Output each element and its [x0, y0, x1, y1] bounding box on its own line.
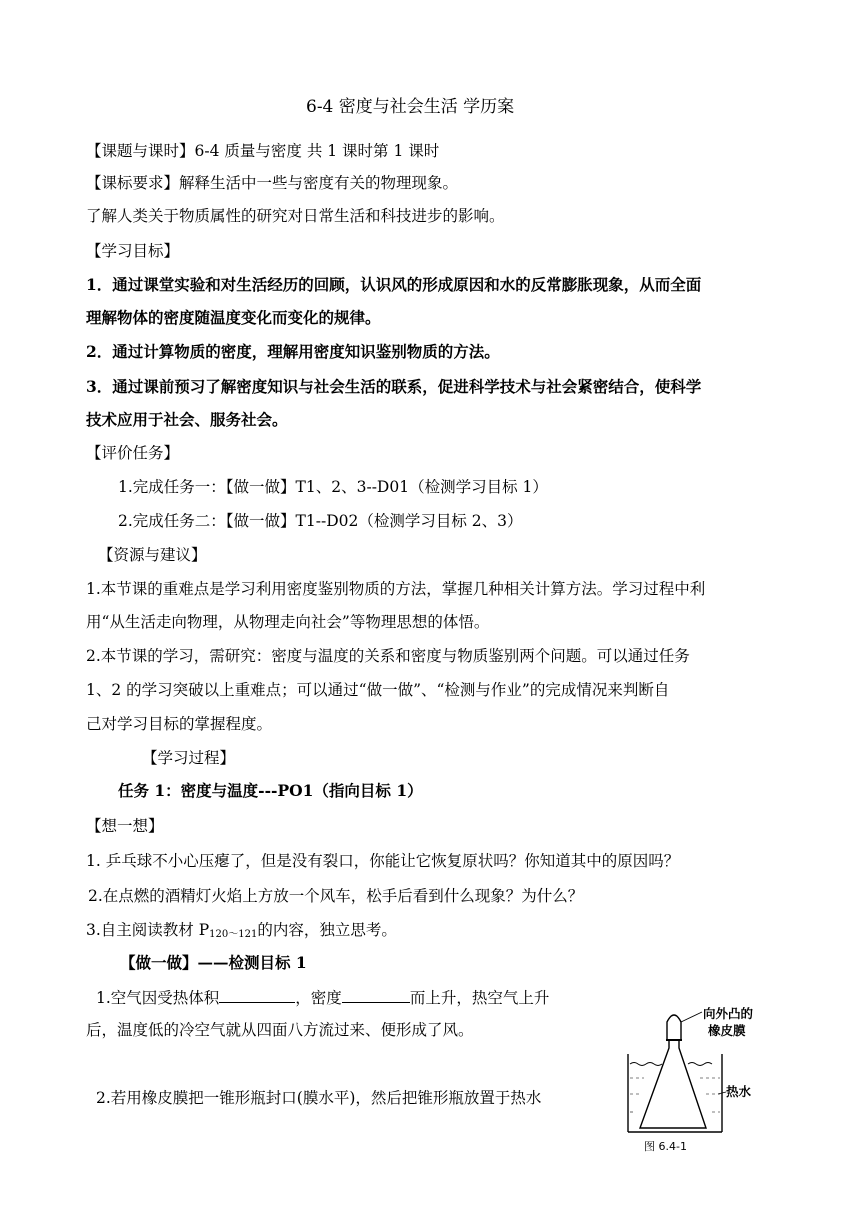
section-heading: 【学习过程】 — [142, 749, 236, 767]
text-line: 2.本节课的学习，需研究：密度与温度的关系和密度与物质鉴别两个问题。可以通过任务 — [86, 647, 690, 665]
text-line: 1.本节课的重难点是学习利用密度鉴别物质的方法，掌握几种相关计算方法。学习过程中利 — [86, 580, 706, 598]
goal-item: 2．通过计算物质的密度，理解用密度知识鉴别物质的方法。 — [86, 342, 500, 361]
membrane-label: 向外凸的 — [703, 1006, 754, 1021]
goal-item: 1．通过课堂实验和对生活经历的回顾，认识风的形成原因和水的反常膨胀现象，从而全面 — [86, 275, 702, 294]
membrane-label: 橡皮膜 — [708, 1023, 746, 1038]
question-item: 1. 乒乓球不小心压瘪了，但是没有裂口，你能让它恢复原状吗？你知道其中的原因吗？ — [86, 852, 680, 870]
page-title: 6-4 密度与社会生活 学历案 — [306, 97, 515, 117]
question-item: 3.自主阅读教材 $P_{120\sim 121}$的内容，独立思考。 — [86, 921, 397, 940]
exercise-heading: 【做一做】——检测目标 1 — [120, 953, 307, 972]
question-item: 2.在点燃的酒精灯火焰上方放一个风车，松手后看到什么现象？为什么？ — [88, 887, 584, 905]
text-line: 了解人类关于物质属性的研究对日常生活和科技进步的影响。 — [86, 207, 505, 225]
text-line: 后，温度低的冷空气就从四面八方流过来、便形成了风。 — [86, 1021, 474, 1039]
course-info: 【课题与课时】6-4 质量与密度 共 1 课时第 1 课时 — [86, 142, 440, 160]
section-heading: 【资源与建议】 — [98, 546, 207, 564]
section-heading: 【想一想】 — [86, 817, 164, 835]
exercise-item: 1.空气因受热体积 ，密度 而上升，热空气上升 — [96, 986, 549, 1009]
task-item: 1.完成任务一：【做一做】T1、2、3--D01（检测学习目标 1） — [118, 478, 548, 496]
water-label: 热水 — [726, 1084, 752, 1099]
answer-blank[interactable] — [342, 986, 410, 1003]
flask — [640, 1038, 706, 1128]
flask-figure — [622, 1002, 792, 1154]
task-heading: 任务 1：密度与温度---PO1（指向目标 1） — [118, 781, 423, 800]
rubber-membrane — [667, 1015, 681, 1040]
water-surface — [688, 1063, 712, 1066]
answer-blank[interactable] — [219, 986, 295, 1003]
curriculum-requirement: 【课标要求】解释生活中一些与密度有关的物理现象。 — [86, 174, 459, 192]
figure-caption: 图 6.4-1 — [644, 1140, 687, 1153]
text-line: 己对学习目标的掌握程度。 — [86, 715, 273, 733]
water-surface — [630, 1063, 662, 1066]
text-line: 1、2 的学习突破以上重难点；可以通过“做一做”、“检测与作业”的完成情况来判断自 — [86, 681, 670, 699]
section-heading: 【学习目标】 — [86, 242, 180, 260]
goal-item: 技术应用于社会、服务社会。 — [86, 410, 288, 429]
text-line: 用“从生活走向物理，从物理走向社会”等物理思想的体悟。 — [86, 613, 490, 631]
goal-item: 3．通过课前预习了解密度知识与社会生活的联系，促进科学技术与社会紧密结合，使科学 — [86, 377, 702, 396]
exercise-item: 2.若用橡皮膜把一锥形瓶封口(膜水平)，然后把锥形瓶放置于热水 — [96, 1089, 542, 1107]
goal-item: 理解物体的密度随温度变化而变化的规律。 — [86, 308, 381, 327]
label-pointer — [681, 1012, 702, 1022]
section-heading: 【评价任务】 — [86, 444, 180, 462]
task-item: 2.完成任务二：【做一做】T1--D02（检测学习目标 2、3） — [118, 512, 523, 530]
